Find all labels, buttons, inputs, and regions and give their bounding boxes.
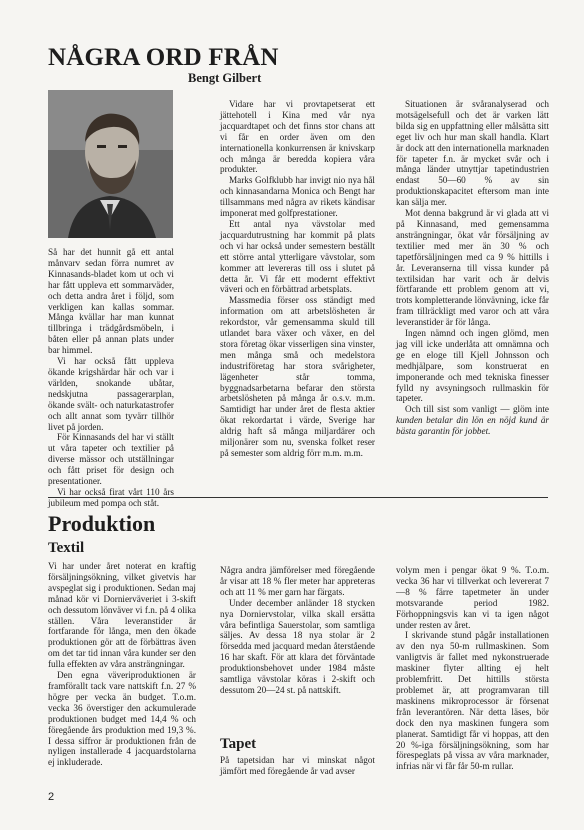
author-portrait (48, 90, 173, 238)
production-paragraph: volym men i pengar ökat 9 %. T.o.m. vecka 36 har vi tillverkat och levererat 7—8 % färre tapetmeter än under motsvarande period 1982. Förhoppningsvis kan vi ta igen något under resten av året. (396, 565, 549, 630)
intro-paragraph: Massmedia förser oss ständigt med information om att arbetslösheten är rekordstor, vår gemensamma skuld till utlandet bara växer och växer, en del stora företag ökar visserligen sina vinster, men många små och medelstora industriföretag har stora svårigheter, lägenheter står tomma, byggnadsarbetarna befarar den största arbetslösheten på många år o.s.v. m.m. Samtidigt har under året de flesta aktier ökat rekordartat i värde, Sverige har aldrig haft så många miljardärer och miljonärer som nu, svenska folket reser på semester som aldrig förr m.m. m.m. (220, 295, 375, 458)
page-number: 2 (48, 791, 55, 803)
section-subtitle-textil: Textil (48, 540, 85, 556)
intro-paragraph: Vi har också fått uppleva ökande krigshärdar här och var i världen, snokande ubåtar, nedskjutna passagerarplan, ökande svält- och naturkatastrofer och allt annat som tyvärr tillhör livet på jorden. (48, 356, 174, 432)
section-subtitle-tapet: Tapet (220, 736, 257, 752)
production-column-3 (396, 565, 549, 772)
production-column-1 (48, 561, 196, 768)
production-paragraph: Vi har under året noterat en kraftig försäljningsökning, vilket givetvis har avspeglat sig i produktionen. Sedan maj månad kör vi Dornierväveriet i 3-skift och dessutom lönväver vi f.n. på 4 olika ställen. Våra leveranstider är fortfarande för långa, men den ökade produktionen gör att de förbättras även om det tar tid innan våra kunder ser den fulla effekten av våra ansträngningar. (48, 561, 196, 670)
intro-paragraph: Mot denna bakgrund är vi glada att vi på Kinnasand, med gemensamma ansträngningar, ökat vår försäljning av textilier med mer än 30 % och tapetförsäljningen med ca 9 % hittills i år. Leveranserna till vissa kunder på textilsidan har varit och är delvis förtfarande ett problem genom att vi, trots kompletterande lönvävning, icke får fram tillräckligt med varor och att våra leveranstider är för långa. (396, 208, 549, 328)
section-divider (48, 497, 548, 498)
intro-column-1 (48, 247, 174, 509)
intro-column-2 (220, 99, 375, 459)
closing-italic-text: kunden betalar din lön en nöjd kund är bästa garantin för jobbet. (396, 415, 549, 437)
production-paragraph: I skrivande stund pågår installationen av den nya 50-m rullmaskinen. Som vanligtvis är fallet med nykonstruerade maskiner flyter allting ej helt problemfritt. Det hittills största problemet är, att programvaran till maskinens mikroprocessor är försenat från leverantören. När detta läses, bör dock den nya maskinen fungera som planerat. Samtidigt får vi hoppas, att den 20 %-iga försäljningsökning, som har förespeglats på vissa av våra marknader, infrias när vi får får 50-m rullar. (396, 630, 549, 772)
intro-paragraph: Ingen nämnd och ingen glömd, men jag vill icke underlåta att omnämna och ge en eloge till Kjell Johnsson och medhjälpare, som konstruerat en imponerande och med tekniska finesser fylld ny avsyningsoch rullmaskin för tapeter. (396, 328, 549, 404)
author-byline: Bengt Gilbert (188, 71, 262, 85)
intro-column-3 (396, 99, 549, 437)
intro-paragraph: Vidare har vi provtapetserat ett jättehotell i Kina med vår nya jacquardtapet och det finns stor chans att vi får en order även om den internationella konkurrensen är knivskarp och många är beredda kopiera våra produkter. (220, 99, 375, 175)
intro-paragraph: Marks Golfklubb har invigt nio nya hål och kinnasandarna Monica och Bengt har tillsammans med några av rikets kändisar imponerat med golfprestationer. (220, 175, 375, 219)
closing-plain-text: Och till sist som vanligt — glöm inte (405, 404, 549, 415)
intro-paragraph: Ett antal nya vävstolar med jacquardutrustning har kommit på plats och vi har också under semestern beställt ett större antal ytterligare vävstolar, som kommer att levereras till oss i slutet på detta år. Vi får ett modernt effektivt väveri och en förbättrad arbetsplats. (220, 218, 375, 295)
production-paragraph: Några andra jämförelser med föregående år visar att 18 % fler meter har appreteras och att 11 % mer garn har färgats. (220, 565, 375, 597)
production-paragraph: Den egna väveriproduktionen är framförallt tack vare nattskift f.n. 27 % högre per vecka än budget. T.o.m. vecka 36 överstiger den ackumulerade produktionen budget med 14,4 % och föregående års produktion med 19,3 %. I dessa siffror är produktionen från de nyligen installerade 4 jacquardstolarna ej inkluderade. (48, 670, 196, 768)
intro-paragraph: Vi har också firat vårt 110 års jubileum med pompa och ståt. (48, 486, 174, 508)
production-column-2 (220, 565, 375, 696)
article-title: NÅGRA ORD FRÅN (48, 44, 279, 71)
tapet-paragraph: På tapetsidan har vi minskat något jämfört med föregående år vad avser (220, 755, 375, 776)
intro-paragraph: Situationen är svåranalyserad och motsägelsefull och det är varken lätt bilda sig en uppfattning eller målsätta sitt eget liv och hur man skall handla. Klart är dock att den internationella marknaden för tapeter f.n. är mycket svår och i många länder utnyttjar tapetindustrien endast 50—60 % av sin produktionskapacitet eftersom man inte kan sälja mer. (396, 99, 549, 208)
tapet-column (220, 755, 375, 777)
intro-paragraph: För Kinnasands del har vi ställt ut våra tapeter och textilier på diverse mässor och utställningar och fått priset för design och presentationer. (48, 432, 174, 487)
section-title: Produktion (48, 511, 156, 536)
intro-paragraph: Så har det hunnit gå ett antal månvarv sedan förra numret av Kinnasands-bladet kom ut och vi har fått uppleva ett sommarväder, och detta andra året i följd, som verkligen kan kallas sommar. Många kvällar har man kunnat tillbringa i trädgårdsmöbeln, i båten eller på annan plats under bar himmel. (48, 247, 174, 356)
production-paragraph: Under december anländer 18 stycken nya Dorniervstolar, vilka skall ersätta våra befintliga Sauerstolar, som samtliga säljes. Av dessa 18 nya stolar är 2 försedda med jacquard medan återstående 16 har skaft. För att klara det förväntade produktionsbehovet under 1984 måste samtliga vävstolar köras i 2-skift och dessutom 20—24 st. på nattskift. (220, 597, 375, 695)
closing-paragraph (396, 404, 549, 437)
